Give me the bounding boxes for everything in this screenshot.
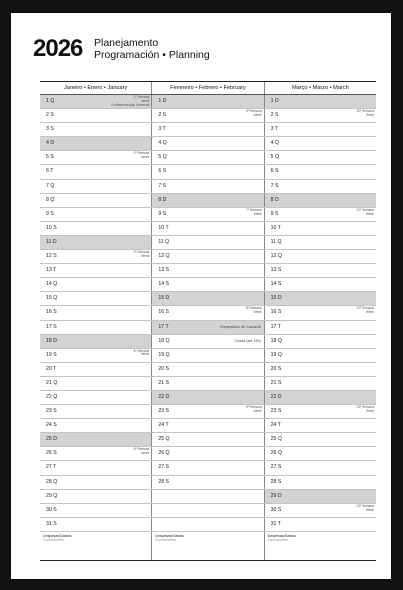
day-cell-march[interactable] [264, 151, 376, 164]
day-label: 30 S [46, 506, 57, 513]
day-cell-february[interactable] [151, 476, 263, 489]
day-cell-february[interactable] [151, 419, 263, 432]
day-cell-march[interactable] [264, 137, 376, 150]
week-number [134, 350, 150, 358]
day-label: 22 D [270, 393, 282, 400]
day-label: 8 Q [46, 196, 55, 203]
day-label: 17 T [158, 323, 169, 330]
day-cell-february[interactable] [151, 405, 263, 418]
day-row [40, 137, 376, 151]
week-label-en: Week [253, 211, 262, 216]
day-cell-march[interactable] [264, 490, 376, 503]
year-title: 2026 [33, 35, 83, 62]
day-label: 20 S [158, 365, 169, 372]
week-label-en: Week [141, 155, 150, 160]
day-cell-january[interactable] [40, 391, 151, 404]
day-label: 27 T [46, 464, 57, 471]
day-cell-march[interactable] [264, 433, 376, 446]
day-label: 21 S [158, 379, 169, 386]
day-cell-january[interactable] [40, 208, 151, 221]
day-label: 16 S [158, 309, 169, 316]
day-row [40, 165, 376, 179]
day-cell-january[interactable] [40, 335, 151, 348]
day-row [40, 518, 376, 532]
day-label: 10 S [46, 224, 57, 231]
day-label: 3 T [270, 126, 279, 133]
week-number [357, 406, 374, 414]
day-cell-march[interactable] [264, 476, 376, 489]
day-cell-march[interactable] [264, 349, 376, 362]
day-cell-march[interactable] [264, 405, 376, 418]
day-label: 24 S [46, 422, 57, 429]
day-cell-february[interactable] [151, 306, 263, 319]
day-label: 20 S [270, 365, 282, 372]
day-label: 22 D [158, 393, 170, 400]
day-cell-february[interactable] [151, 447, 263, 460]
day-cell-january[interactable] [40, 433, 151, 446]
day-row [40, 363, 376, 377]
week-label-en: Week [365, 507, 374, 512]
day-cell-march[interactable] [264, 504, 376, 517]
day-cell-february[interactable] [151, 264, 263, 277]
day-cell-march[interactable] [264, 321, 376, 334]
week-number [246, 209, 262, 217]
day-cell-february[interactable] [151, 222, 263, 235]
day-cell-march[interactable] [264, 109, 376, 122]
day-label: 15 Q [46, 295, 58, 302]
day-label: 19 Q [270, 351, 282, 358]
day-label: 4 Q [270, 140, 280, 147]
footer-title: Despesas/Gastos [43, 533, 72, 538]
day-row [40, 490, 376, 504]
day-label: 5 S [46, 154, 54, 161]
day-row [40, 151, 376, 165]
day-cell-january[interactable] [40, 490, 151, 503]
day-row [40, 123, 376, 137]
day-label: 13 T [46, 267, 57, 274]
day-label: 20 T [46, 365, 57, 372]
day-label: 28 S [158, 478, 169, 485]
week-number [246, 406, 262, 414]
day-label: 14 Q [46, 281, 58, 288]
day-row [40, 264, 376, 278]
day-label: 6 T [46, 168, 54, 175]
day-cell-march[interactable] [264, 518, 376, 531]
week-label-en: Week [253, 408, 262, 413]
week-number [134, 448, 150, 456]
day-cell-march[interactable] [264, 194, 376, 207]
day-cell-march[interactable] [264, 180, 376, 193]
day-label: 8 D [270, 196, 279, 203]
day-label: 5 Q [158, 154, 167, 161]
day-row [40, 95, 376, 109]
day-label: 18 Q [158, 337, 170, 344]
day-label: 17 T [270, 323, 281, 330]
footer-title: Despesas/Gastos [267, 533, 297, 538]
day-cell-march[interactable] [264, 335, 376, 348]
day-label: 11 Q [158, 238, 170, 245]
week-label-en: Week [365, 112, 374, 117]
holiday-note: Véspera/Ano de Carnaval [219, 324, 261, 329]
day-label: 4 D [46, 140, 55, 147]
day-cell-february[interactable] [151, 109, 263, 122]
day-cell-february[interactable] [151, 321, 263, 334]
day-cell-january[interactable] [40, 180, 151, 193]
day-cell-march[interactable] [264, 461, 376, 474]
day-label: 24 T [270, 422, 281, 429]
day-cell-january[interactable] [40, 222, 151, 235]
day-cell-january[interactable] [40, 363, 151, 376]
day-cell-january[interactable] [40, 250, 151, 263]
day-cell-january[interactable] [40, 405, 151, 418]
day-cell-january[interactable] [40, 194, 151, 207]
day-label: 27 S [158, 464, 169, 471]
day-cell-january[interactable] [40, 165, 151, 178]
day-cell-january[interactable] [40, 419, 151, 432]
footer-title: Despesas/Gastos [155, 533, 184, 538]
day-label: 15 D [158, 295, 170, 302]
day-cell-january[interactable] [40, 109, 151, 122]
day-cell-january[interactable] [40, 306, 151, 319]
day-label: 1 D [158, 98, 167, 104]
day-label: 11 D [46, 238, 57, 245]
footer-cell-january [40, 532, 151, 560]
day-row [40, 335, 376, 349]
day-label: 13 S [270, 267, 282, 274]
day-cell-january[interactable] [40, 278, 151, 291]
month-header-february: Fevereiro • Febrero • February [151, 82, 263, 94]
day-row [40, 194, 376, 208]
day-cell-february[interactable] [151, 208, 263, 221]
day-label: 5 Q [270, 154, 280, 161]
week-label: 3ª Semana [133, 250, 150, 255]
week-label: 7ª Semana [245, 207, 262, 212]
day-label: 7 S [270, 182, 279, 189]
day-cell-march[interactable] [264, 236, 376, 249]
footer-subtitle: Expenses/Bills [155, 538, 177, 543]
week-label-en: Week [141, 352, 150, 357]
day-cell-february[interactable] [151, 335, 263, 348]
week-number [246, 110, 262, 118]
day-cell-february[interactable] [151, 278, 263, 291]
day-cell-february[interactable] [151, 349, 263, 362]
day-row [40, 236, 376, 250]
week-label: 11ª Semana [356, 207, 374, 212]
footer-subtitle: Expenses/Bills [43, 538, 64, 543]
month-header-march: Março • Marzo • March [264, 82, 376, 94]
day-label: 27 S [270, 464, 282, 471]
day-cell-february[interactable] [151, 194, 263, 207]
day-row [40, 208, 376, 222]
day-label: 2 S [158, 112, 167, 119]
week-label: 1ª Semana [133, 95, 150, 99]
day-cell-march[interactable] [264, 250, 376, 263]
day-cell-march[interactable] [264, 306, 376, 319]
footer-cell-february [151, 532, 263, 560]
day-row [40, 349, 376, 363]
day-label: 4 Q [158, 140, 167, 147]
day-label: 9 S [46, 210, 54, 217]
day-label: 12 Q [158, 253, 170, 260]
day-row [40, 419, 376, 433]
day-row [40, 447, 376, 461]
day-label: 7 S [158, 182, 167, 189]
day-cell-february[interactable] [151, 518, 263, 531]
day-row [40, 405, 376, 419]
day-cell-february[interactable] [151, 250, 263, 263]
day-row [40, 476, 376, 490]
day-label: 29 Q [46, 492, 58, 499]
day-cell-february[interactable] [151, 236, 263, 249]
week-label-en: Week [365, 408, 374, 413]
day-label: 26 Q [270, 450, 282, 457]
day-cell-january[interactable] [40, 476, 151, 489]
day-label: 28 S [270, 478, 282, 485]
day-label: 19 Q [158, 351, 170, 358]
day-cell-march[interactable] [264, 278, 376, 291]
day-cell-february[interactable] [151, 377, 263, 390]
day-label: 7 Q [46, 182, 55, 189]
month-header-january: Janeiro • Enero • January [64, 85, 128, 91]
day-label: 18 Q [270, 337, 282, 344]
week-number [246, 307, 262, 315]
day-cell-january[interactable] [40, 518, 151, 531]
day-label: 9 S [270, 210, 279, 217]
planner-subtitle: Programación • Planning [94, 49, 210, 61]
day-label: 16 S [46, 309, 57, 316]
day-label: 10 T [270, 224, 281, 231]
day-cell-february[interactable] [151, 490, 263, 503]
week-label-en: Week [365, 310, 374, 315]
day-cell-march[interactable] [264, 391, 376, 404]
day-cell-january[interactable] [40, 236, 151, 249]
day-cell-march[interactable] [264, 447, 376, 460]
month-header-row [40, 81, 376, 95]
day-cell-march[interactable] [264, 292, 376, 305]
day-label: 31 T [270, 520, 281, 527]
day-row [40, 109, 376, 123]
day-cell-february[interactable] [151, 151, 263, 164]
week-label: 14ª Semana [356, 503, 374, 508]
week-label: 2ª Semana [133, 151, 150, 156]
day-label: 17 S [46, 323, 57, 330]
day-cell-march[interactable] [264, 208, 376, 221]
day-label: 15 D [270, 295, 282, 302]
day-row [40, 321, 376, 335]
day-label: 3 S [46, 126, 54, 133]
day-label: 23 S [46, 408, 57, 415]
day-cell-march[interactable] [264, 165, 376, 178]
day-row [40, 433, 376, 447]
day-label: 22 Q [46, 393, 58, 400]
holiday-note: Confraternização Universal [110, 102, 150, 107]
day-label: 11 Q [270, 238, 282, 245]
day-label: 26 S [46, 450, 57, 457]
footer-row [40, 532, 376, 561]
day-cell-march[interactable] [264, 222, 376, 235]
day-row [40, 180, 376, 194]
day-row [40, 222, 376, 236]
day-cell-february[interactable] [151, 363, 263, 376]
day-cell-february[interactable] [151, 433, 263, 446]
week-number [357, 110, 374, 118]
week-label-en: Week [365, 211, 374, 216]
week-label: 12ª Semana [356, 306, 374, 311]
day-cell-february[interactable] [151, 461, 263, 474]
day-label: 14 S [158, 281, 169, 288]
week-number [357, 505, 374, 513]
day-cell-march[interactable] [264, 95, 376, 108]
week-label: 5ª Semana [133, 447, 150, 452]
planner-title: Planejamento [94, 37, 159, 49]
day-label: 2 S [270, 112, 279, 119]
day-label: 12 S [46, 253, 57, 260]
week-number [111, 96, 149, 107]
footer-cell-march [264, 532, 376, 560]
day-cell-january[interactable] [40, 95, 151, 108]
week-label-en: Week [141, 253, 150, 258]
day-cell-march[interactable] [264, 123, 376, 136]
day-row [40, 292, 376, 306]
day-label: 25 D [46, 436, 57, 443]
day-label: 6 S [270, 168, 279, 175]
week-label: 4ª Semana [133, 348, 150, 353]
day-label: 3 T [158, 126, 166, 133]
holiday-note: Cinzas (até 12h) [234, 338, 261, 343]
week-label-en: Week [253, 112, 262, 117]
day-label: 9 S [158, 210, 167, 217]
day-cell-january[interactable] [40, 447, 151, 460]
day-cell-february[interactable] [151, 504, 263, 517]
day-label: 25 Q [158, 436, 170, 443]
week-number [134, 152, 150, 160]
day-rows [40, 95, 376, 532]
day-cell-january[interactable] [40, 461, 151, 474]
day-cell-march[interactable] [264, 377, 376, 390]
day-cell-february[interactable] [151, 165, 263, 178]
day-row [40, 250, 376, 264]
day-row [40, 461, 376, 475]
day-cell-january[interactable] [40, 321, 151, 334]
day-label: 23 S [158, 408, 169, 415]
week-label: 10ª Semana [356, 109, 374, 114]
day-cell-january[interactable] [40, 137, 151, 150]
day-cell-january[interactable] [40, 123, 151, 136]
day-label: 18 D [46, 337, 57, 344]
day-label: 1 Q [46, 98, 55, 104]
week-number [357, 209, 374, 217]
day-cell-february[interactable] [151, 95, 263, 108]
week-label-en: Week [253, 310, 262, 315]
day-row [40, 504, 376, 518]
day-row [40, 377, 376, 391]
day-label: 23 S [270, 408, 282, 415]
day-label: 25 Q [270, 436, 282, 443]
day-cell-march[interactable] [264, 264, 376, 277]
day-label: 28 Q [46, 478, 58, 485]
week-number [357, 307, 374, 315]
day-row [40, 391, 376, 405]
calendar-grid [40, 81, 376, 561]
day-label: 21 Q [46, 379, 58, 386]
day-cell-february[interactable] [151, 391, 263, 404]
planner-page [11, 13, 391, 579]
week-number [134, 251, 150, 259]
week-label: 6ª Semana [245, 109, 262, 114]
day-label: 13 S [158, 267, 169, 274]
day-cell-march[interactable] [264, 363, 376, 376]
day-label: 19 S [46, 351, 57, 358]
day-label: 21 S [270, 379, 282, 386]
day-label: 29 D [270, 492, 282, 499]
day-cell-january[interactable] [40, 264, 151, 277]
day-label: 12 Q [270, 253, 282, 260]
week-label: 8ª Semana [245, 306, 262, 311]
day-cell-february[interactable] [151, 180, 263, 193]
day-label: 31 S [46, 520, 57, 527]
day-cell-january[interactable] [40, 151, 151, 164]
day-label: 26 Q [158, 450, 170, 457]
day-label: 14 S [270, 281, 282, 288]
day-cell-january[interactable] [40, 377, 151, 390]
week-label: 13ª Semana [356, 405, 374, 410]
day-label: 24 T [158, 422, 169, 429]
week-label-en: Week [141, 451, 150, 456]
day-cell-february[interactable] [151, 137, 263, 150]
week-label-en: Week [141, 98, 150, 103]
day-label: 2 S [46, 112, 54, 119]
day-cell-february[interactable] [151, 292, 263, 305]
week-label: 9ª Semana [245, 405, 262, 410]
day-label: 1 D [270, 98, 279, 104]
day-label: 30 S [270, 506, 282, 513]
footer-subtitle: Expenses/Bills [267, 538, 289, 543]
day-cell-january[interactable] [40, 349, 151, 362]
day-cell-january[interactable] [40, 504, 151, 517]
day-cell-january[interactable] [40, 292, 151, 305]
day-label: 6 S [158, 168, 167, 175]
day-label: 16 S [270, 309, 282, 316]
day-label: 10 T [158, 224, 169, 231]
day-cell-february[interactable] [151, 123, 263, 136]
day-label: 8 D [158, 196, 167, 203]
day-row [40, 306, 376, 320]
day-row [40, 278, 376, 292]
day-cell-march[interactable] [264, 419, 376, 432]
